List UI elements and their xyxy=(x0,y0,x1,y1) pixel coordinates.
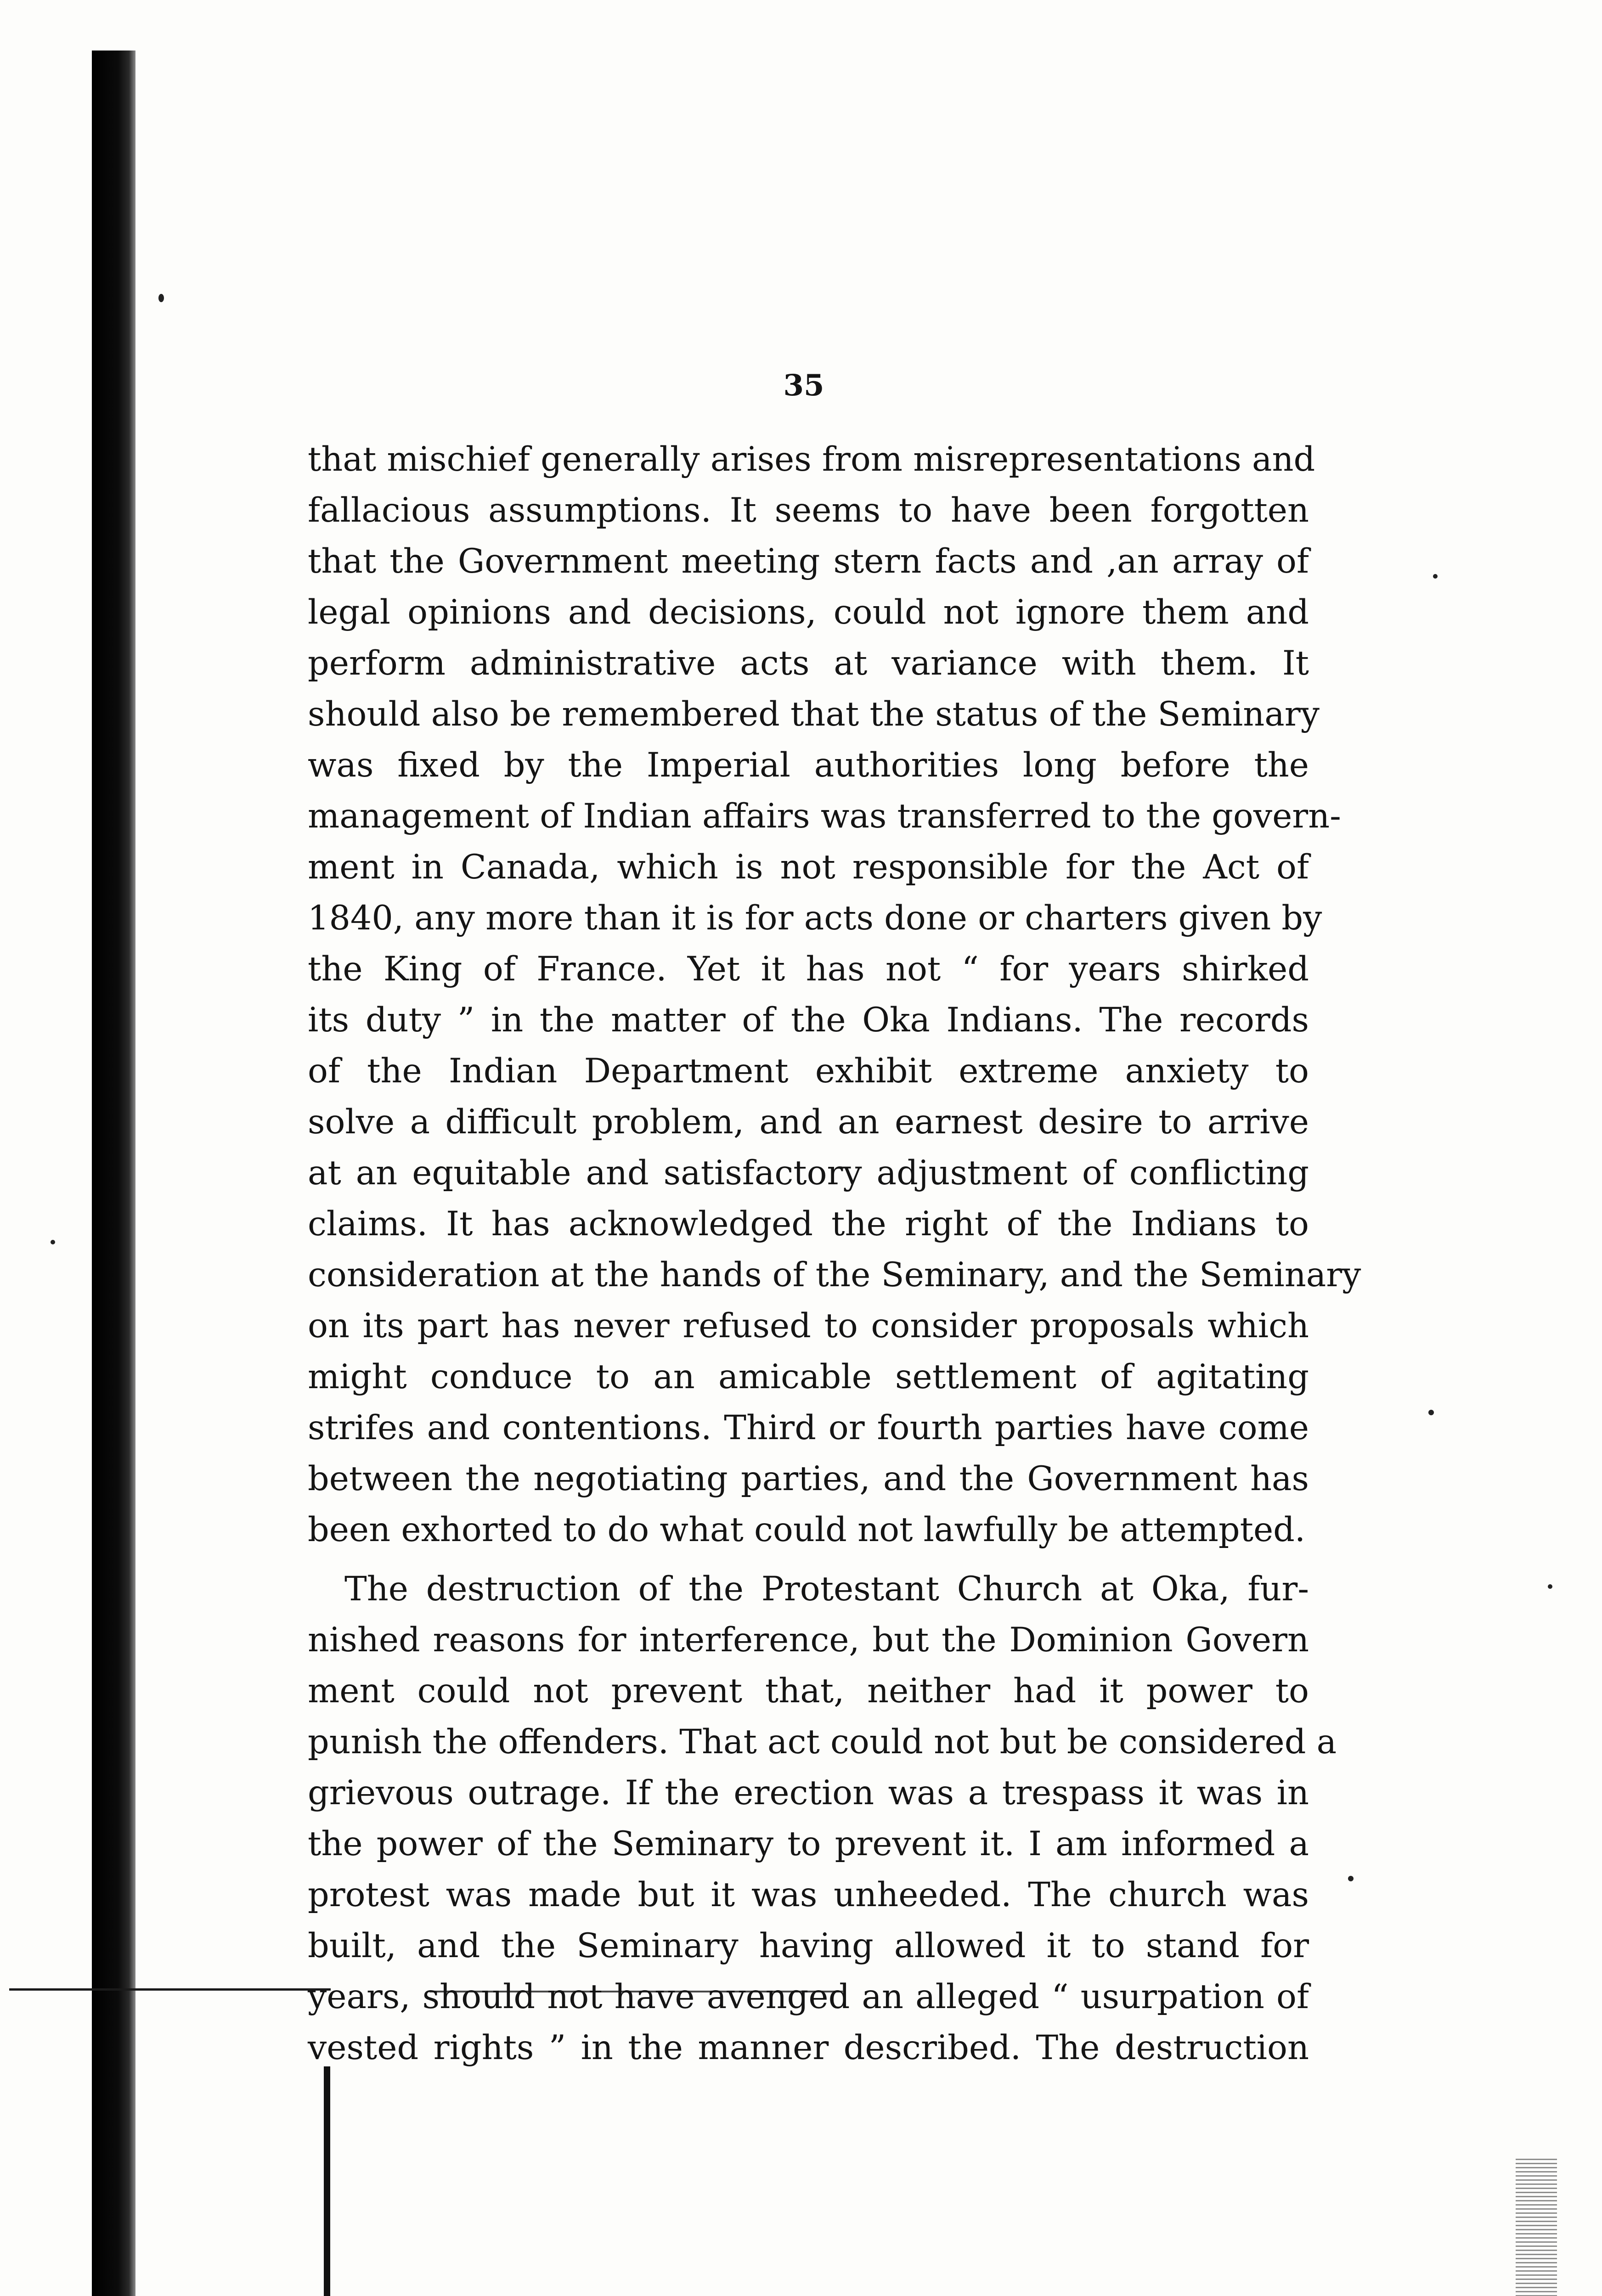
text-line: solve a difficult problem, and an earnest desire to arrive xyxy=(308,1103,1309,1142)
text-line: its duty ” in the matter of the Oka Indians. The records xyxy=(308,1001,1309,1040)
text-line: perform administrative acts at variance with them. It xyxy=(308,644,1309,683)
text-line: was fixed by the Imperial authorities long before the xyxy=(308,746,1309,785)
text-line: the power of the Seminary to prevent it. I am informed a xyxy=(308,1824,1309,1863)
text-line: at an equitable and satisfactory adjustment of conflicting xyxy=(308,1154,1309,1193)
text-line: on its part has never refused to consider proposals which xyxy=(308,1306,1309,1345)
text-line: fallacious assumptions. It seems to have been forgotten xyxy=(308,491,1309,530)
scan-speck xyxy=(1348,1876,1354,1881)
text-line: legal opinions and decisions, could not ignore them and xyxy=(308,593,1309,632)
text-line: built, and the Seminary having allowed it to stand for xyxy=(308,1926,1309,1965)
text-line: should also be remembered that the status of the Seminary xyxy=(308,695,1320,734)
text-line: the King of France. Yet it has not “ for years shirked xyxy=(308,950,1309,989)
text-line: of the Indian Department exhibit extreme anxiety to xyxy=(308,1052,1309,1091)
body-text xyxy=(308,434,1361,2073)
text-line: ment in Canada, which is not responsible for the Act of xyxy=(308,848,1309,887)
text-line: been exhorted to do what could not lawfully be attempted. xyxy=(308,1510,1306,1549)
scan-rule-line xyxy=(9,1988,331,1991)
text-line: vested rights ” in the manner described. The destruction xyxy=(308,2028,1309,2067)
scan-speck xyxy=(1433,574,1438,579)
text-line: strifes and contentions. Third or fourth parties have come xyxy=(308,1408,1309,1447)
text-line: punish the offenders. That act could not but be considered a xyxy=(308,1722,1337,1761)
text-line: nished reasons for interference, but the Dominion Govern xyxy=(308,1621,1309,1660)
text-line: management of Indian affairs was transferred to the govern- xyxy=(308,797,1341,836)
text-line: 1840, any more than it is for acts done or charters given by xyxy=(308,899,1322,938)
text-line: might conduce to an amicable settlement of agitating xyxy=(308,1357,1309,1396)
text-line: protest was made but it was unheeded. The church was xyxy=(308,1875,1309,1914)
text-line: claims. It has acknowledged the right of the Indians to xyxy=(308,1204,1309,1244)
edge-noise xyxy=(1516,2158,1557,2296)
text-line: grievous outrage. If the erection was a trespass it was in xyxy=(308,1773,1309,1812)
scan-speck xyxy=(158,294,164,302)
text-line: that the Government meeting stern facts and ,an array of xyxy=(308,542,1309,581)
text-line: years, should not have avenged an alleged “ usurpation of xyxy=(308,1977,1309,2016)
scan-speck xyxy=(1428,1410,1434,1415)
text-line: ment could not prevent that, neither had it power to xyxy=(308,1671,1309,1711)
text-line: The destruction of the Protestant Church at Oka, fur- xyxy=(344,1570,1309,1609)
text-line: between the negotiating parties, and the Government has xyxy=(308,1459,1309,1498)
margin-mark xyxy=(324,2066,330,2296)
scan-speck xyxy=(1548,1584,1552,1589)
text-line: consideration at the hands of the Seminary, and the Seminary xyxy=(308,1255,1361,1294)
binding-shadow xyxy=(92,51,135,2296)
text-line: that mischief generally arises from misrepresentations and xyxy=(308,440,1315,479)
scan-speck xyxy=(51,1240,55,1244)
page-number: 35 xyxy=(783,368,824,403)
paragraph-gap xyxy=(308,1555,1309,1564)
